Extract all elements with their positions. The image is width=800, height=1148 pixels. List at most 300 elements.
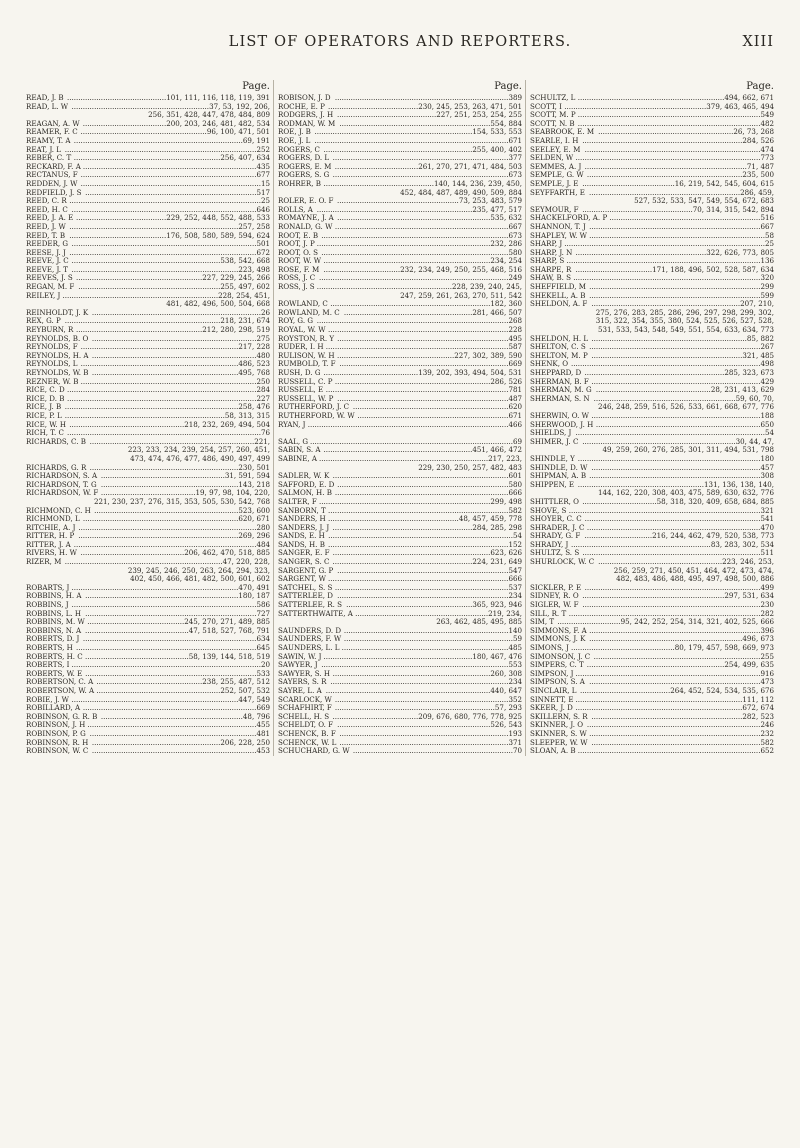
page-references: 176, 508, 580, 589, 594, 624	[166, 230, 270, 240]
page-references: 221,	[254, 436, 270, 446]
index-entry	[278, 309, 522, 318]
page-references: 223, 246, 253,	[722, 557, 774, 567]
operator-name: REILEY, J	[26, 290, 61, 300]
dot-leader: ...............................................................	[78, 283, 221, 292]
page-references: 297, 531, 634	[724, 591, 774, 601]
operator-name: REGAN, M. F	[26, 282, 75, 292]
dot-leader: ................................................................................	[80, 179, 261, 188]
operator-name: ROBARTS, J	[26, 582, 70, 592]
dot-leader: .................................................	[582, 205, 693, 214]
dot-leader: ...........................................................................	[591, 377, 761, 386]
page-references: 667	[508, 221, 522, 231]
page-references: 96, 100, 471, 501	[206, 127, 270, 137]
page-references: 470, 491	[238, 582, 270, 592]
operator-name: SANDS, H. B	[278, 539, 325, 549]
operator-name: ROBERTSON, C. A	[26, 677, 94, 687]
page-references: 547	[508, 565, 522, 575]
operator-name: SCHENCK, W. L	[278, 737, 337, 747]
page-references: 580	[508, 479, 522, 489]
dot-leader: ..................................................................	[323, 145, 473, 154]
page-references: 480	[256, 350, 270, 360]
operator-name: RITTER, H. P	[26, 531, 75, 541]
operator-name: SCARLOCK, W	[278, 694, 332, 704]
dot-leader: ....................................................................................	[319, 274, 509, 283]
page-references: 76	[260, 428, 270, 438]
operator-name: ROYAL, W. W	[278, 325, 326, 335]
dot-leader: .............................................................................	[334, 94, 509, 102]
page-references: 284	[256, 385, 270, 395]
page-references: 781	[508, 385, 522, 395]
page-references: 320	[760, 273, 774, 283]
operator-name: SCOTT, N. B	[530, 118, 575, 128]
dot-leader: .............................................................	[100, 480, 239, 489]
page-references: 69, 191	[242, 135, 270, 145]
operator-name: SALTER, F	[278, 496, 317, 506]
operator-name: SHRADER, J. C	[530, 522, 585, 532]
page-references: 80, 179, 457, 598, 669, 973	[674, 643, 774, 652]
operator-name: SAYERS, S. R	[278, 677, 327, 687]
dot-leader: .................................................................................	[73, 540, 257, 549]
page-references-continued: 531, 533, 543, 548, 549, 551, 554, 633, 634, 773	[598, 325, 774, 335]
operator-name: SIMPSON, S. A	[530, 677, 585, 687]
operator-name: SHARP, J	[530, 239, 563, 249]
page-references: 218, 232, 269, 494, 504	[184, 419, 270, 429]
dot-leader: ..........................................	[323, 369, 419, 377]
dot-leader: ....................................................................	[85, 592, 239, 601]
dot-leader: ........................................................................	[584, 162, 747, 171]
dot-leader: ............................................................................	[337, 566, 509, 575]
operator-name: SHARP, S	[530, 256, 565, 266]
dot-leader: ........................................................	[80, 128, 207, 137]
dot-leader: ..................................................................	[591, 300, 741, 309]
index-entry	[530, 481, 774, 498]
page-references: 517	[256, 187, 270, 197]
dot-leader: ...........................................................................	[91, 308, 261, 317]
operator-name: SHITTLER, O	[530, 496, 579, 506]
page-references-continued: 275, 276, 283, 285, 286, 296, 297, 298, 299, 302,	[595, 307, 774, 317]
operator-name: SIMONSON, J. C	[530, 651, 591, 661]
operator-name: REYNOLDS, B. O	[26, 333, 89, 343]
page-references: 224, 231, 649	[472, 557, 522, 567]
dot-leader: ..................................................................	[71, 257, 221, 266]
operator-name: SAWYER, J	[278, 660, 318, 670]
page-references: 26, 73, 268	[733, 127, 774, 137]
page-references: 136	[760, 256, 774, 266]
index-entry	[530, 498, 774, 507]
page-references: 257, 258	[238, 221, 270, 231]
dot-leader: ......................................................................	[64, 558, 223, 567]
index-entry	[530, 232, 774, 241]
page-references-continued: 247, 259, 261, 263, 270, 511, 542	[400, 290, 522, 300]
dot-leader: ............................................................................	[85, 188, 257, 197]
operator-name: SKILLERN, S. R	[530, 711, 588, 721]
dot-leader: ..........................................................................	[71, 583, 239, 592]
operator-name: SABINE, A	[278, 453, 318, 463]
dot-leader: .............................................................	[71, 102, 210, 111]
page-references: 58, 318, 320, 409, 658, 684, 885	[656, 496, 774, 506]
operator-name: SHELDON, A. F	[530, 299, 588, 309]
operator-name: SINCLAIR, L	[530, 685, 577, 695]
dot-leader: ...........................................................................	[591, 463, 761, 472]
index-column	[278, 80, 522, 756]
page-references: 447, 549	[238, 694, 270, 704]
operator-name: SELDEN, W	[530, 153, 574, 163]
dot-leader: .................................................	[323, 179, 434, 188]
dot-leader: ..............................................................	[571, 540, 711, 549]
operator-name: REX, G. P	[26, 316, 61, 326]
page-references: 268	[508, 316, 522, 326]
dot-leader: .........................................................................................	[564, 240, 765, 249]
page-references: 37, 53, 192, 206,	[209, 101, 270, 111]
operator-name: RICHMOND, L	[26, 514, 80, 524]
page-references: 227, 251, 253, 254, 255	[436, 110, 522, 120]
dot-leader: ...........................................................................	[343, 635, 513, 644]
index-entry	[530, 747, 774, 756]
operator-name: RITTER, J. A	[26, 539, 71, 549]
page-references: 666	[508, 574, 522, 584]
operator-name: ROBBINS, M. W	[26, 617, 85, 627]
page-references: 69	[512, 436, 522, 446]
dot-leader: ...............................................................................	[78, 523, 257, 532]
dot-leader: ...................................................	[69, 420, 185, 429]
dot-leader: ......................................................................	[332, 669, 491, 678]
page-references: 230, 501	[238, 462, 270, 472]
page-references: 377	[508, 153, 522, 163]
operator-name: RITCHIE, A. J	[26, 522, 76, 532]
operator-name: SHURLOCK, W. C	[530, 557, 595, 567]
index-entry	[26, 395, 270, 404]
page-references: 498	[760, 359, 774, 369]
dot-leader: ..................................	[575, 265, 653, 274]
operator-name: RICHARDSON, W. F	[26, 488, 99, 498]
dot-leader: .....................................................................	[586, 171, 743, 180]
dot-leader: ............................................................................	[337, 592, 509, 601]
dot-leader: ............................................................................	[589, 222, 761, 231]
page-references: 623, 626	[490, 548, 522, 558]
page-references: 396	[760, 625, 774, 635]
dot-leader: ...................................................................................	[321, 231, 509, 240]
operator-name: RUSH, D. G	[278, 368, 321, 377]
operator-name: REED, J. A. E	[26, 213, 74, 223]
page-references: 212, 280, 298, 519	[202, 325, 270, 335]
page-references: 389	[508, 93, 522, 102]
operator-name: ROOT, O. S	[278, 247, 318, 257]
page-references: 58, 139, 144, 518, 519	[188, 651, 270, 661]
dot-leader: ..................................................................................	[575, 669, 761, 678]
dot-leader: ........................................................	[346, 601, 473, 610]
page-references: 245, 270, 271, 489, 885	[184, 617, 270, 627]
dot-leader: ..................................................................................	[71, 205, 257, 214]
dot-leader: ...................................................................	[591, 712, 743, 721]
dot-leader: .............................................................................	[334, 489, 509, 498]
page-references: 255	[760, 651, 774, 661]
operator-name: REEVE, J. C	[26, 256, 69, 266]
page-number: XIII	[742, 34, 774, 50]
index-entry	[278, 412, 522, 421]
page-references: 73, 253, 483, 579	[458, 196, 522, 206]
operator-name: SARGENT, G. P	[278, 565, 334, 575]
page-references: 219, 234,	[488, 608, 522, 618]
dot-leader: ...........................................	[87, 618, 185, 627]
operator-name: SEMMES, A. J	[530, 161, 582, 171]
page-references: 180, 187	[238, 591, 270, 601]
operator-name: SHIPMAN, A. B	[530, 471, 587, 481]
operator-name: RODMAN, W. M	[278, 118, 336, 128]
page-references: 671	[508, 410, 522, 420]
operator-name: RICHMOND, C. H	[26, 505, 91, 515]
operator-name: SHINDLE, Y	[530, 453, 575, 463]
page-references: 255, 497, 602	[220, 282, 270, 292]
operator-name: SIMONS, J	[530, 643, 569, 652]
operator-name: RUMBOLD, T. F	[278, 359, 336, 369]
operator-name: SCHUCHARD, G. W	[278, 746, 350, 756]
page-references: 171, 188, 496, 502, 528, 587, 634	[652, 264, 774, 274]
operator-name: RUTHERFORD, W. W	[278, 410, 355, 420]
page-references: 371	[508, 737, 522, 747]
operator-name: SIM, T	[530, 617, 555, 627]
page-references: 587	[508, 342, 522, 352]
page-references: 284, 526	[742, 135, 774, 145]
dot-leader: ...........................................................................	[339, 738, 509, 747]
dot-leader: ..............................................................................	[80, 171, 257, 180]
page-references: 261, 270, 271, 471, 484, 503	[418, 161, 522, 171]
page-references: 599	[760, 290, 774, 300]
operator-name: SICKLER, P. E	[530, 582, 582, 592]
page-references: 140, 144, 236, 239, 450,	[434, 178, 522, 188]
page-references: 152	[508, 539, 522, 549]
operator-name: SAWIN, W. J	[278, 651, 322, 661]
page-references: 200, 203, 246, 481, 482, 534	[166, 118, 270, 128]
operator-name: RECTANUS, F	[26, 170, 78, 180]
dot-leader: ..........................................................................	[71, 695, 239, 704]
operator-name: REEVES, J. S	[26, 273, 73, 283]
operator-name: RICHARDSON, T. G	[26, 479, 97, 489]
operator-name: SANGER, E. F	[278, 548, 330, 558]
dot-leader: ...............................................................................	[330, 678, 509, 687]
dot-leader: ................................................................................	[328, 506, 509, 515]
operator-name: ROGERS, D. L	[278, 153, 330, 163]
page-references-continued: 527, 532, 533, 547, 549, 554, 672, 683	[634, 196, 774, 206]
operator-name: ROHRER, B	[278, 178, 321, 188]
dot-leader: .......................................................	[598, 558, 723, 567]
operator-name: ROSE, F. M	[278, 264, 320, 274]
operator-name: RIVERS, H. W	[26, 548, 77, 558]
operator-name: REZNER, W. B	[26, 376, 79, 386]
operator-name: SAUNDERS, L. L	[278, 643, 340, 652]
page-references: 269, 296	[238, 531, 270, 541]
column-page-heading: Page.	[494, 81, 522, 92]
dot-leader: ..............................................................................	[80, 377, 257, 386]
index-entry	[278, 747, 522, 756]
operator-name: SKINNER, S. W	[530, 728, 587, 738]
dot-leader: ................................................................................	[328, 540, 509, 549]
dot-leader: ..........................................................	[575, 248, 707, 257]
entry-list	[278, 94, 522, 756]
dot-leader: ....................................................................	[337, 721, 491, 730]
operator-name: REEDER, G	[26, 239, 69, 249]
page-references: 496, 673	[742, 634, 774, 644]
dot-leader: .........................................................................................	[307, 420, 509, 429]
page-references: 486, 523	[238, 359, 270, 369]
operator-name: ROBERTSON, W. A	[26, 685, 95, 695]
operator-name: REDDEN, J. W	[26, 178, 78, 188]
operator-name: SKEER, J. D	[530, 703, 573, 713]
index-entry	[26, 292, 270, 309]
dot-leader: ..............................................................	[584, 369, 725, 377]
dot-leader: ............................................................................	[85, 669, 257, 678]
operator-name: SHELTON, C. S	[530, 342, 586, 352]
page-references: 256, 407, 634	[220, 153, 270, 163]
operator-name: REAT, J. L	[26, 144, 61, 154]
page-references-continued: 402, 450, 466, 481, 482, 500, 601, 602	[130, 574, 270, 584]
dot-leader: ............................................	[337, 111, 437, 120]
dot-leader: ....................................................................	[589, 635, 743, 644]
page-references: 180	[760, 453, 774, 463]
dot-leader: ............................................................................	[589, 343, 761, 352]
page-references: 282, 523	[742, 711, 774, 721]
dot-leader: ...................................................................	[591, 351, 743, 360]
page-references: 652	[760, 746, 774, 756]
dot-leader: ...............................................................................	[582, 549, 761, 558]
operator-name: SHERMAN, S. N	[530, 393, 590, 403]
dot-leader: ....................................................................	[582, 437, 736, 446]
operator-name: SHINDLE, D. W	[530, 462, 588, 472]
dot-leader: ......................................................................................	[67, 429, 261, 438]
page-references-continued: 481, 482, 496, 500, 504, 668	[166, 299, 270, 309]
operator-name: SANDERS, H	[278, 514, 326, 524]
dot-leader: .......................................................	[100, 472, 225, 481]
page-references: 227, 229, 245, 266	[202, 273, 270, 283]
page-references: 523, 600	[238, 505, 270, 515]
page-references: 48, 796	[242, 711, 270, 721]
page-references: 25	[764, 239, 774, 249]
page-references-continued: 256, 259, 271, 450, 451, 464, 472, 473, 474,	[613, 565, 774, 575]
page-references: 217, 223,	[488, 453, 522, 463]
page-references: 646	[256, 204, 270, 214]
dot-leader: ......................................................................................	[314, 136, 509, 145]
page-references: 541	[760, 514, 774, 524]
operator-name: SAAL, G	[278, 436, 308, 446]
page-references: 249	[508, 273, 522, 283]
dot-leader: ........................................................	[577, 480, 705, 489]
dot-leader: .............................................................................	[334, 695, 509, 704]
page-references: 474	[760, 144, 774, 154]
dot-leader: .............................................................................	[586, 523, 761, 532]
page-references: 255, 400, 402	[472, 144, 522, 154]
operator-name: RICHARDS, G. R	[26, 462, 87, 472]
operator-name: REINHOLDT, J. K	[26, 307, 89, 317]
index-entry	[278, 283, 522, 300]
page-references: 286, 526	[490, 376, 522, 386]
operator-name: SANGER, S. C	[278, 557, 330, 567]
page-references: 553	[508, 660, 522, 670]
page-references: 538, 542, 668	[220, 256, 270, 266]
page-references: 228, 239, 240, 245,	[452, 282, 522, 292]
operator-name: RICE, D. B	[26, 393, 65, 403]
dot-leader: ............................................................................	[337, 394, 509, 403]
dot-leader: ..............................................	[80, 549, 185, 558]
page-references: 499	[760, 582, 774, 592]
operator-name: SHERWIN, O. W	[530, 410, 589, 420]
dot-leader: ...............................................................	[564, 102, 707, 111]
page-references: 501	[256, 239, 270, 249]
operator-name: REED, T. B	[26, 230, 66, 240]
page-references: 246	[760, 720, 774, 730]
operator-name: SHEPPARD, D	[530, 368, 582, 377]
dot-leader: ......................................................................	[80, 360, 239, 369]
page-references-continued: 263, 462, 485, 495, 885	[436, 617, 522, 627]
page-references: 453	[256, 746, 270, 756]
page-references: 250	[256, 376, 270, 386]
dot-leader: .................................................................................	[577, 454, 761, 463]
operator-name: SHIPPEN, E	[530, 479, 575, 489]
operator-name: RICHARDSON, S. A	[26, 471, 98, 481]
page-references: 71, 487	[746, 161, 774, 171]
dot-leader: ............................................................................	[337, 334, 509, 343]
page-references: 54	[512, 531, 522, 541]
operator-name: ROLER, E. O. F	[278, 196, 334, 206]
page-references: 773	[760, 153, 774, 163]
operator-name: SHARPE, R	[530, 264, 572, 274]
page-references: 275	[256, 333, 270, 343]
page-references: 57, 293	[494, 703, 522, 713]
index-entry	[530, 300, 774, 334]
operator-name: REBER, C. T	[26, 153, 72, 163]
page-references: 487	[508, 393, 522, 403]
index-entry	[278, 421, 522, 430]
operator-name: SATTERLEE, D	[278, 591, 333, 601]
operator-name: RUSSELL, W. P	[278, 393, 334, 403]
operator-name: SATTERTHWAITE, A	[278, 608, 353, 618]
operator-name: SHULTZ, S. S	[530, 548, 580, 558]
dot-leader: ..................................................................	[323, 446, 473, 455]
page-references-continued: 144, 162, 220, 308, 403, 475, 589, 630, 632, 776	[598, 488, 774, 498]
dot-leader: .......................................................................	[352, 747, 513, 756]
index-column	[530, 80, 774, 756]
operator-name: SCHENCK, B. F	[278, 728, 336, 738]
dot-leader: .........................................................	[343, 308, 473, 317]
page-references: 352	[508, 694, 522, 704]
dot-leader: .....................................................................	[591, 334, 747, 343]
operator-name: ROOT, E. B	[278, 230, 319, 240]
operator-name: ROBINSON, R. H	[26, 737, 89, 747]
operator-name: ROBINSON, G. R. B	[26, 711, 98, 721]
page-references: 234, 254	[490, 256, 522, 266]
dot-leader: ..................................	[323, 265, 401, 274]
operator-name: REYNOLDS, W. B	[26, 368, 89, 377]
dot-leader: ......................................................	[337, 197, 459, 206]
page-references: 673	[508, 230, 522, 240]
operator-name: SEABROOK, E. M	[530, 127, 595, 137]
dot-leader: .............................................................................	[82, 162, 257, 171]
page-references: 230, 245, 253, 263, 471, 501	[418, 101, 522, 111]
operator-name: REYBURN, R	[26, 325, 74, 335]
page-references: 526, 543	[490, 720, 522, 730]
dot-leader: ............................................................................	[589, 729, 761, 738]
page-references: 533	[256, 668, 270, 678]
dot-leader: ...................................................................	[589, 188, 741, 197]
dot-leader: ..............................................................................	[589, 231, 765, 240]
dot-leader: ........................................	[328, 102, 419, 111]
page-references: 209, 676, 680, 776, 778, 925	[418, 711, 522, 721]
index-entry	[530, 395, 774, 412]
operator-name: SHEKELL, A. B	[530, 290, 586, 300]
page-references: 59, 60, 70,	[735, 393, 774, 403]
dot-leader: .............................................................................	[82, 635, 257, 644]
page-references-continued: 452, 484, 487, 489, 490, 509, 884	[400, 187, 522, 197]
page-references-continued: 229, 230, 250, 257, 482, 483	[418, 462, 522, 472]
page-references: 252	[256, 144, 270, 154]
